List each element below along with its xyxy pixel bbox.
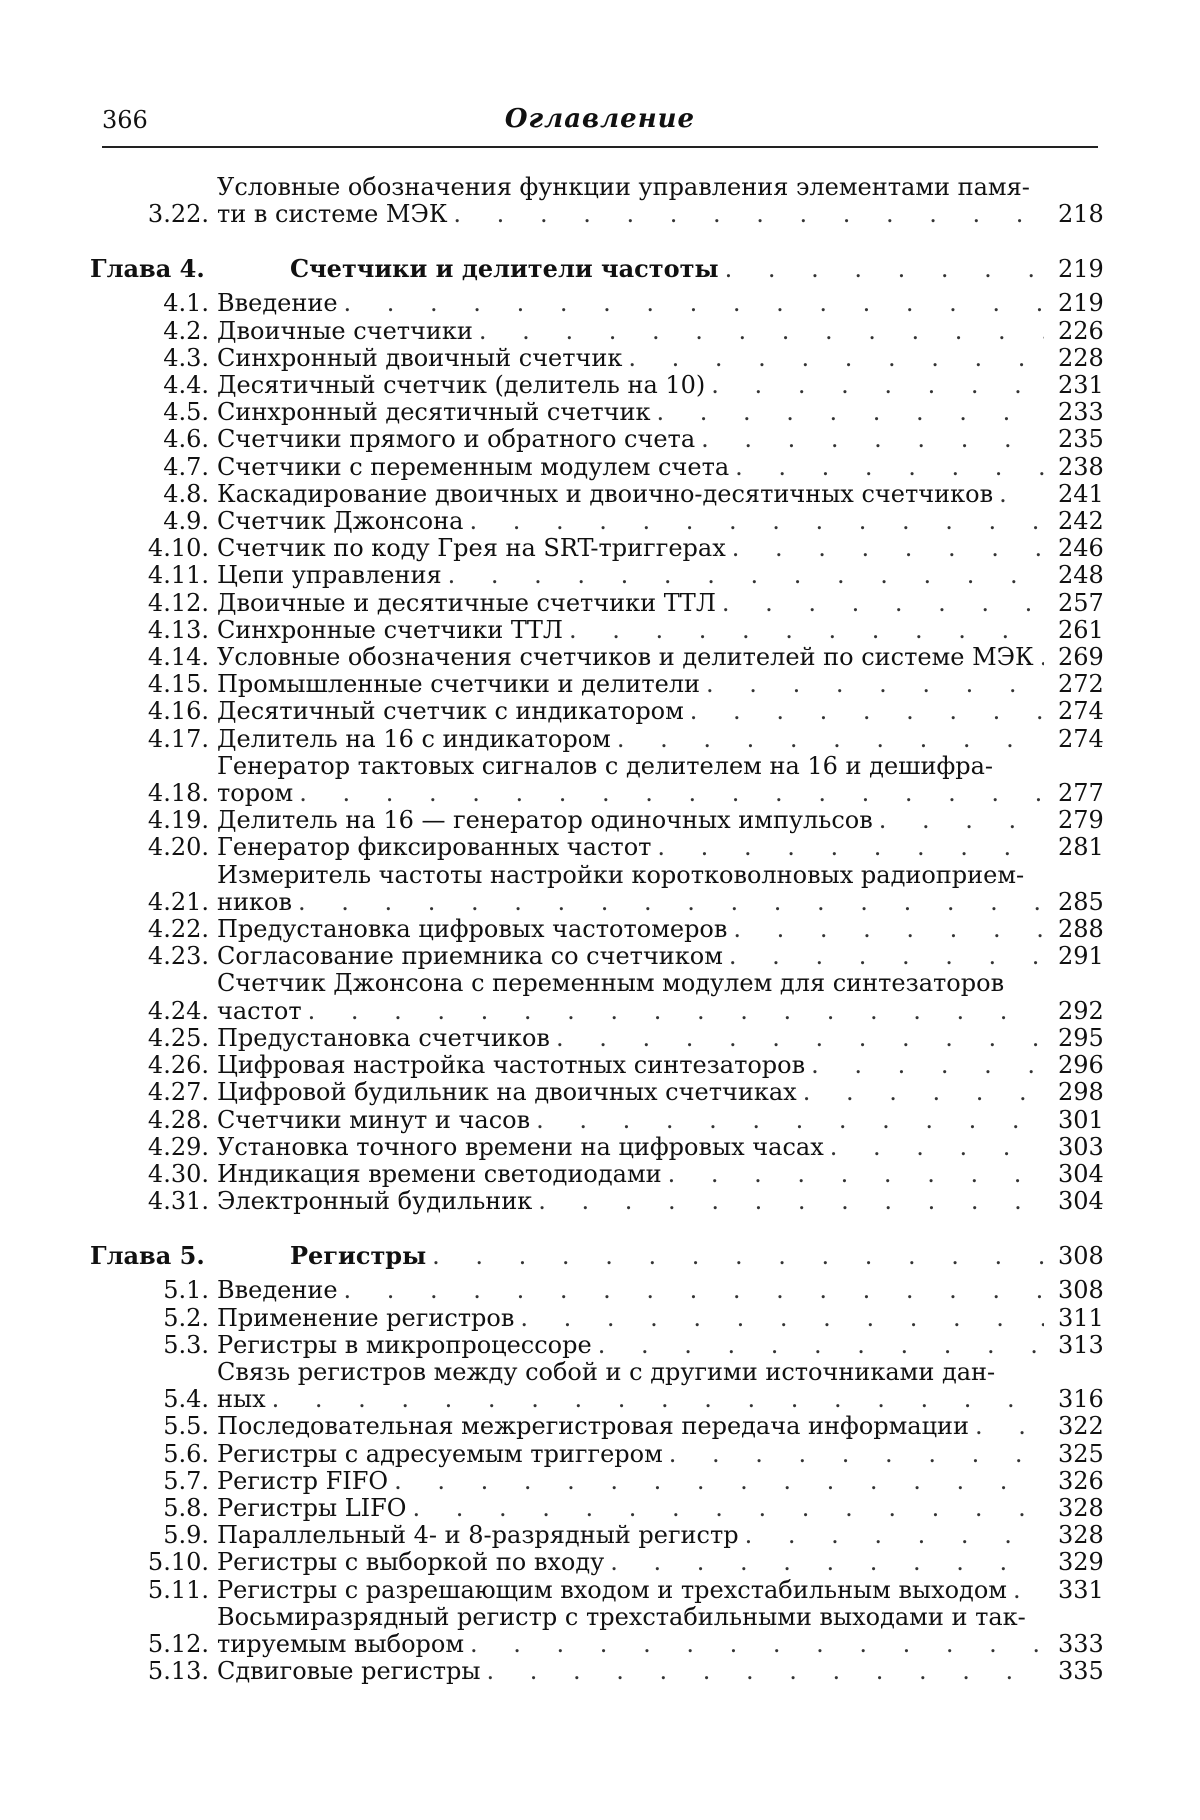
toc-entry <box>90 1277 1110 1304</box>
section-title: Цифровая настройка частотных синтезаторов <box>217 1051 806 1080</box>
toc-entry <box>90 1577 1110 1604</box>
dot-leader <box>729 943 1044 970</box>
section-number: 5.2. <box>163 1303 209 1332</box>
section-title: Согласование приемника со счетчиком <box>217 942 723 971</box>
section-page-number: 298 <box>1058 1078 1104 1107</box>
toc-entry <box>90 590 1110 617</box>
section-title: Счетчики минут и часов <box>217 1105 531 1134</box>
dot-leader <box>628 345 1044 372</box>
section-number: 5.1. <box>163 1276 209 1305</box>
page-header <box>102 104 1098 148</box>
section-number: 4.10. <box>147 534 209 563</box>
section-title: ных <box>217 1385 266 1414</box>
chapter-title: Счетчики и делители частоты <box>290 254 719 284</box>
section-number: 4.11. <box>147 561 209 590</box>
section-number: 4.9. <box>163 507 209 536</box>
section-page-number: 328 <box>1058 1493 1104 1522</box>
dot-leader <box>470 1631 1044 1658</box>
section-title: Счетчики прямого и обратного счета <box>217 425 696 454</box>
section-page-number: 325 <box>1058 1439 1104 1468</box>
section-number: 4.25. <box>147 1023 209 1052</box>
toc-entry <box>90 1441 1110 1468</box>
section-page-number: 242 <box>1058 507 1104 536</box>
section-page-number: 241 <box>1058 479 1104 508</box>
toc-entry <box>90 1332 1110 1359</box>
toc-entry <box>90 1468 1110 1495</box>
toc-entry <box>90 698 1110 725</box>
chapter-title: Регистры <box>290 1241 427 1271</box>
dot-leader <box>745 1522 1044 1549</box>
section-title: Параллельный 4- и 8-разрядный регистр <box>217 1521 739 1550</box>
dot-leader <box>556 1025 1044 1052</box>
section-page-number: 322 <box>1058 1412 1104 1441</box>
section-title: Регистры с выборкой по входу <box>217 1548 605 1577</box>
section-page-number: 238 <box>1058 452 1104 481</box>
section-number: 5.10. <box>147 1548 209 1577</box>
section-title: Индикация времени светодиодами <box>217 1159 662 1188</box>
toc-entry <box>90 1305 1110 1332</box>
section-title: Регистры LIFO <box>217 1493 407 1522</box>
section-page-number: 272 <box>1058 670 1104 699</box>
section-title: Счетчик Джонсона <box>217 507 464 536</box>
dot-leader <box>486 1658 1044 1685</box>
section-page-number: 235 <box>1058 425 1104 454</box>
toc-chapter-block <box>90 174 1110 228</box>
toc-entry <box>90 1025 1110 1052</box>
section-title: тором <box>217 779 294 808</box>
section-number: 4.21. <box>147 887 209 916</box>
toc-entry <box>90 1604 1110 1658</box>
section-number: 4.5. <box>163 398 209 427</box>
section-page-number: 295 <box>1058 1023 1104 1052</box>
section-number: 4.6. <box>163 425 209 454</box>
section-title: Делитель на 16 с индикатором <box>217 724 611 753</box>
section-title: Двоичные счетчики <box>217 316 473 345</box>
section-number: 5.8. <box>163 1493 209 1522</box>
dot-leader <box>344 1277 1044 1304</box>
toc-entry <box>90 834 1110 861</box>
section-number: 3.22. <box>147 200 209 229</box>
toc-entry <box>90 454 1110 481</box>
section-title: Делитель на 16 — генератор одиночных импульсов <box>217 806 873 835</box>
section-number: 5.13. <box>147 1657 209 1686</box>
section-number: 4.19. <box>147 806 209 835</box>
toc-entry <box>90 807 1110 834</box>
section-page-number: 326 <box>1058 1466 1104 1495</box>
section-page-number: 313 <box>1058 1330 1104 1359</box>
section-number: 4.22. <box>147 915 209 944</box>
section-page-number: 269 <box>1058 643 1104 672</box>
section-page-number: 331 <box>1058 1575 1104 1604</box>
section-title: Цепи управления <box>217 561 442 590</box>
section-page-number: 329 <box>1058 1548 1104 1577</box>
section-title: Восьмиразрядный регистр с трехстабильными выходами и так- <box>217 1602 1026 1631</box>
section-page-number: 231 <box>1058 371 1104 400</box>
section-title: Каскадирование двоичных и двоично-десятичных счетчиков <box>217 479 994 508</box>
section-title: Промышленные счетчики и делители <box>217 670 701 699</box>
dot-leader <box>412 1495 1044 1522</box>
dot-leader <box>722 590 1044 617</box>
dot-leader <box>536 1107 1044 1134</box>
section-title: Счетчик Джонсона с переменным модулем для синтезаторов <box>217 969 1005 998</box>
toc-entry <box>90 916 1110 943</box>
section-title: Счетчики с переменным модулем счета <box>217 452 730 481</box>
section-page-number: 328 <box>1058 1521 1104 1550</box>
section-title: Синхронный десятичный счетчик <box>217 398 651 427</box>
section-title: Предустановка счетчиков <box>217 1023 550 1052</box>
toc-entry <box>90 753 1110 807</box>
dot-leader <box>538 1188 1044 1215</box>
section-title: Регистр FIFO <box>217 1466 389 1495</box>
section-title: Электронный будильник <box>217 1187 533 1216</box>
chapter-heading <box>90 254 1110 284</box>
section-title: Генератор тактовых сигналов с делителем на 16 и дешифра- <box>217 751 994 780</box>
section-page-number: 228 <box>1058 343 1104 372</box>
section-number: 4.26. <box>147 1051 209 1080</box>
dot-leader <box>732 535 1044 562</box>
section-title: Счетчик по коду Грея на SRT-триггерах <box>217 534 726 563</box>
toc-entry <box>90 1079 1110 1106</box>
section-number: 5.7. <box>163 1466 209 1495</box>
section-page-number: 311 <box>1058 1303 1104 1332</box>
toc-entry <box>90 481 1110 508</box>
section-page-number: 281 <box>1058 833 1104 862</box>
section-page-number: 219 <box>1058 289 1104 318</box>
dot-leader <box>453 201 1044 228</box>
dot-leader <box>569 617 1044 644</box>
chapter-heading <box>90 1241 1110 1271</box>
toc-entry <box>90 862 1110 916</box>
section-number: 4.17. <box>147 724 209 753</box>
dot-leader <box>1013 1577 1044 1604</box>
section-number: 4.31. <box>147 1187 209 1216</box>
section-number: 5.9. <box>163 1521 209 1550</box>
section-number: 4.29. <box>147 1132 209 1161</box>
section-number: 4.27. <box>147 1078 209 1107</box>
section-page-number: 226 <box>1058 316 1104 345</box>
section-title: Регистры с адресуемым триггером <box>217 1439 663 1468</box>
section-number: 4.8. <box>163 479 209 508</box>
section-page-number: 316 <box>1058 1385 1104 1414</box>
section-number: 5.5. <box>163 1412 209 1441</box>
toc-entry <box>90 174 1110 228</box>
toc-entry <box>90 399 1110 426</box>
dot-leader <box>735 454 1044 481</box>
section-page-number: 285 <box>1058 887 1104 916</box>
section-title: Генератор фиксированных частот <box>217 833 652 862</box>
dot-leader <box>657 399 1045 426</box>
dot-leader <box>272 1386 1044 1413</box>
chapter-label: Глава 5. <box>90 1241 205 1271</box>
dot-leader <box>520 1305 1044 1332</box>
toc-entry <box>90 617 1110 644</box>
toc-entry <box>90 644 1110 671</box>
section-number: 4.7. <box>163 452 209 481</box>
section-number: 4.12. <box>147 588 209 617</box>
section-number: 4.4. <box>163 371 209 400</box>
section-number: 4.16. <box>147 697 209 726</box>
section-page-number: 303 <box>1058 1132 1104 1161</box>
dot-leader <box>701 426 1044 453</box>
dot-leader <box>1040 644 1044 671</box>
dot-leader <box>811 1052 1044 1079</box>
toc-chapter-block <box>90 254 1110 1215</box>
chapter-page-number: 219 <box>1058 255 1104 284</box>
section-number: 4.23. <box>147 942 209 971</box>
toc-entry <box>90 535 1110 562</box>
section-number: 4.18. <box>147 779 209 808</box>
section-page-number: 257 <box>1058 588 1104 617</box>
section-number: 4.14. <box>147 643 209 672</box>
dot-leader <box>432 1241 1044 1271</box>
section-title: Предустановка цифровых частотомеров <box>217 915 728 944</box>
section-title: Регистры с разрешающим входом и трехстабильным выходом <box>217 1575 1007 1604</box>
section-page-number: 335 <box>1058 1657 1104 1686</box>
section-number: 4.2. <box>163 316 209 345</box>
section-page-number: 233 <box>1058 398 1104 427</box>
section-title: Применение регистров <box>217 1303 515 1332</box>
section-title: Условные обозначения счетчиков и делителей по системе МЭК <box>217 643 1034 672</box>
toc-entry <box>90 318 1110 345</box>
dot-leader <box>394 1468 1044 1495</box>
dot-leader <box>479 318 1044 345</box>
section-number: 4.24. <box>147 996 209 1025</box>
section-number: 4.13. <box>147 615 209 644</box>
toc-entry <box>90 1359 1110 1413</box>
toc-entry <box>90 726 1110 753</box>
section-page-number: 274 <box>1058 724 1104 753</box>
section-number: 4.20. <box>147 833 209 862</box>
toc-entry <box>90 671 1110 698</box>
toc-entry <box>90 1495 1110 1522</box>
toc-entry <box>90 290 1110 317</box>
section-page-number: 333 <box>1058 1629 1104 1658</box>
section-number: 5.6. <box>163 1439 209 1468</box>
section-title: Введение <box>217 1276 338 1305</box>
dot-leader <box>448 562 1044 589</box>
toc-entry <box>90 1052 1110 1079</box>
toc-entry <box>90 426 1110 453</box>
section-number: 5.3. <box>163 1330 209 1359</box>
toc-entry <box>90 508 1110 535</box>
section-page-number: 304 <box>1058 1159 1104 1188</box>
dot-leader <box>308 998 1044 1025</box>
dot-leader <box>711 372 1044 399</box>
section-page-number: 304 <box>1058 1187 1104 1216</box>
section-title: Десятичный счетчик (делитель на 10) <box>217 371 706 400</box>
dot-leader <box>610 1549 1044 1576</box>
section-page-number: 308 <box>1058 1276 1104 1305</box>
section-title: Синхронные счетчики ТТЛ <box>217 615 563 644</box>
dot-leader <box>344 290 1044 317</box>
toc-entry <box>90 943 1110 970</box>
section-title: Последовательная межрегистровая передача информации <box>217 1412 970 1441</box>
dot-leader <box>725 254 1044 284</box>
dot-leader <box>803 1079 1044 1106</box>
section-page-number: 248 <box>1058 561 1104 590</box>
section-title: Введение <box>217 289 338 318</box>
section-page-number: 291 <box>1058 942 1104 971</box>
section-number: 4.28. <box>147 1105 209 1134</box>
page-number: 366 <box>102 106 148 134</box>
toc-entry <box>90 1549 1110 1576</box>
chapter-label: Глава 4. <box>90 254 205 284</box>
toc-entry <box>90 970 1110 1024</box>
toc-entry <box>90 562 1110 589</box>
section-title: ти в системе МЭК <box>217 200 448 229</box>
section-title: Десятичный счетчик с индикатором <box>217 697 684 726</box>
section-page-number: 277 <box>1058 779 1104 808</box>
section-title: Двоичные и десятичные счетчики ТТЛ <box>217 588 716 617</box>
section-title: Установка точного времени на цифровых часах <box>217 1132 824 1161</box>
section-page-number: 292 <box>1058 996 1104 1025</box>
toc-entry <box>90 372 1110 399</box>
section-page-number: 218 <box>1058 200 1104 229</box>
toc-chapter-block <box>90 1241 1110 1685</box>
section-page-number: 301 <box>1058 1105 1104 1134</box>
section-number: 4.3. <box>163 343 209 372</box>
section-page-number: 279 <box>1058 806 1104 835</box>
dot-leader <box>733 916 1044 943</box>
section-title: Регистры в микропроцессоре <box>217 1330 592 1359</box>
section-page-number: 296 <box>1058 1051 1104 1080</box>
section-number: 4.30. <box>147 1159 209 1188</box>
section-number: 5.4. <box>163 1385 209 1414</box>
dot-leader <box>617 726 1044 753</box>
dot-leader <box>598 1332 1044 1359</box>
section-title: Синхронный двоичный счетчик <box>217 343 623 372</box>
dot-leader <box>975 1413 1044 1440</box>
toc-entry <box>90 1134 1110 1161</box>
section-title: частот <box>217 996 302 1025</box>
section-title: Цифровой будильник на двоичных счетчиках <box>217 1078 797 1107</box>
toc-entry <box>90 1107 1110 1134</box>
toc-entry <box>90 1413 1110 1440</box>
dot-leader <box>830 1134 1044 1161</box>
section-page-number: 246 <box>1058 534 1104 563</box>
section-title: Сдвиговые регистры <box>217 1657 481 1686</box>
toc-entry <box>90 345 1110 372</box>
section-title: Условные обозначения функции управления элементами памя- <box>217 173 1030 201</box>
toc-entry <box>90 1188 1110 1215</box>
section-number: 5.11. <box>147 1575 209 1604</box>
dot-leader <box>706 671 1044 698</box>
chapter-page-number: 308 <box>1058 1242 1104 1271</box>
section-title: ников <box>217 887 292 916</box>
section-page-number: 288 <box>1058 915 1104 944</box>
dot-leader <box>668 1161 1044 1188</box>
section-number: 5.12. <box>147 1629 209 1658</box>
toc-entry <box>90 1658 1110 1685</box>
section-title: тируемым выбором <box>217 1629 465 1658</box>
dot-leader <box>690 698 1044 725</box>
section-title: Измеритель частоты настройки коротковолновых радиоприем- <box>217 860 1025 889</box>
dot-leader <box>999 481 1044 508</box>
running-title: Оглавление <box>504 104 696 134</box>
table-of-contents <box>90 174 1110 1685</box>
dot-leader <box>669 1441 1044 1468</box>
dot-leader <box>657 834 1044 861</box>
dot-leader <box>299 780 1044 807</box>
dot-leader <box>469 508 1044 535</box>
section-page-number: 274 <box>1058 697 1104 726</box>
section-page-number: 261 <box>1058 615 1104 644</box>
section-number: 4.15. <box>147 670 209 699</box>
section-title: Связь регистров между собой и с другими источниками дан- <box>217 1357 996 1386</box>
dot-leader <box>879 807 1044 834</box>
toc-entry <box>90 1522 1110 1549</box>
toc-entry <box>90 1161 1110 1188</box>
dot-leader <box>298 889 1044 916</box>
section-number: 4.1. <box>163 289 209 318</box>
